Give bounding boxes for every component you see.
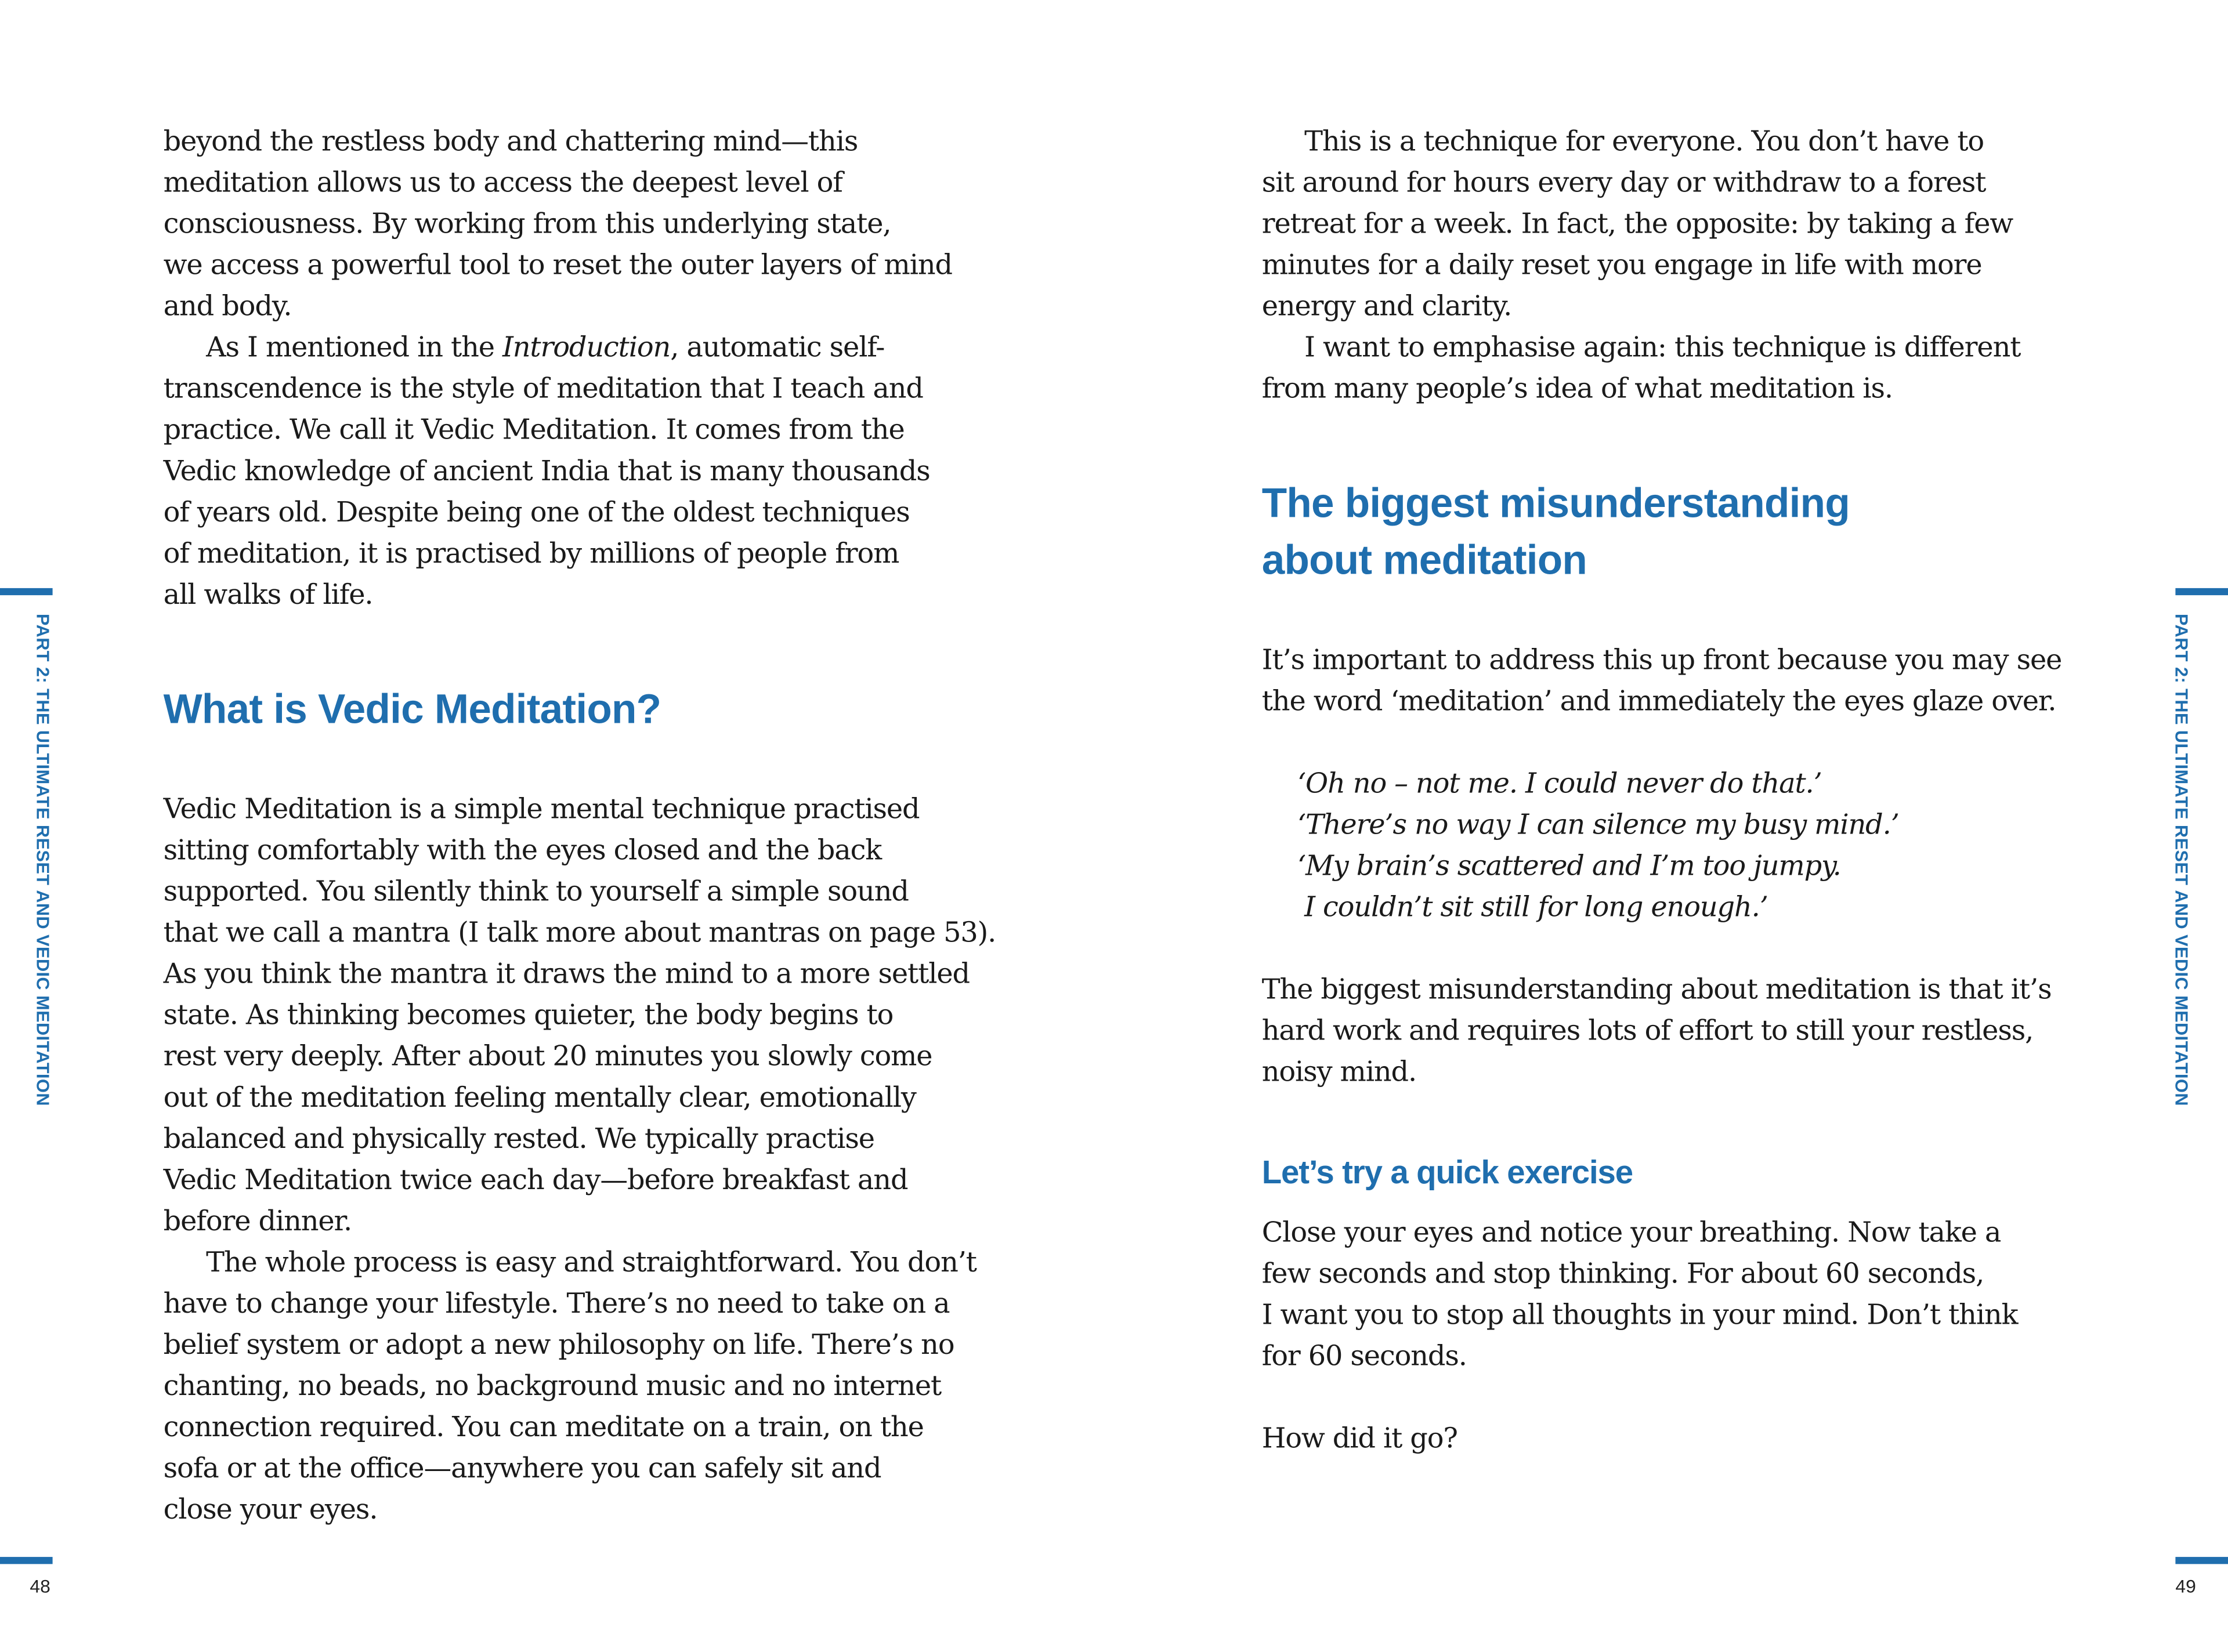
text-line: all walks of life. xyxy=(163,578,373,611)
heading-line: about meditation xyxy=(1261,538,1587,584)
running-head-right: PART 2: THE ULTIMATE RESET AND VEDIC MEDITATION xyxy=(2171,613,2191,1106)
text-line: This is a technique for everyone. You don’t have to xyxy=(1304,125,1984,158)
quote-line: ‘Oh no – not me. I could never do that.’ xyxy=(1297,767,1822,800)
text-line: close your eyes. xyxy=(163,1492,378,1526)
text-line: meditation allows us to access the deepest level of xyxy=(163,166,842,199)
block-quote xyxy=(1262,763,2086,928)
section-heading: What is Vedic Meditation? xyxy=(163,687,661,733)
section-heading xyxy=(1262,476,2086,589)
paragraph xyxy=(1262,121,2086,327)
text-line: beyond the restless body and chattering mind—this xyxy=(163,125,858,158)
text-line: from many people’s idea of what meditation is. xyxy=(1261,372,1893,405)
text-line: supported. You silently think to yourself a simple sound xyxy=(163,875,909,908)
quote-line: ‘My brain’s scattered and I’m too jumpy. xyxy=(1297,849,1841,882)
text-line: have to change your lifestyle. There’s no need to take on a xyxy=(163,1287,950,1320)
text-line: rest very deeply. After about 20 minutes you slowly come xyxy=(163,1039,932,1073)
text-line: energy and clarity. xyxy=(1261,289,1512,323)
right-page-body xyxy=(1262,121,2086,1459)
text-line: chanting, no beads, no background music and no internet xyxy=(163,1369,942,1403)
text-line: I want to emphasise again: this technique is different xyxy=(1304,331,2021,364)
text-line: that we call a mantra (I talk more about mantras on page 53). xyxy=(163,916,996,949)
text-line: state. As thinking becomes quieter, the body begins to xyxy=(163,998,894,1031)
text-line: transcendence is the style of meditation that I teach and xyxy=(163,372,923,405)
text-line: the word ‘meditation’ and immediately the eyes glaze over. xyxy=(1261,684,2056,718)
text-line: sit around for hours every day or withdraw to a forest xyxy=(1261,166,1986,199)
paragraph xyxy=(1262,969,2086,1092)
text-line: Vedic knowledge of ancient India that is many thousands xyxy=(163,454,930,488)
text-line: and body. xyxy=(163,289,292,323)
text-line: sofa or at the office—anywhere you can safely sit and xyxy=(163,1451,881,1485)
page-number-marker-right xyxy=(2175,1557,2228,1564)
paragraph xyxy=(164,327,988,615)
text-line: As you think the mantra it draws the mind to a more settled xyxy=(163,957,970,990)
running-head-left: PART 2: THE ULTIMATE RESET AND VEDIC MEDITATION xyxy=(32,613,53,1106)
left-page-body xyxy=(163,121,996,1530)
paragraph xyxy=(164,121,988,327)
text: As I mentioned in the xyxy=(206,331,502,364)
text-line xyxy=(164,327,988,368)
section-tab-marker-right xyxy=(2175,588,2228,595)
text-line: retreat for a week. In fact, the opposite: by taking a few xyxy=(1261,207,2013,240)
page-number-left: 48 xyxy=(30,1575,50,1597)
paragraph xyxy=(1262,1212,2086,1376)
quote-line: I couldn’t sit still for long enough.’ xyxy=(1304,890,1768,923)
paragraph xyxy=(163,788,996,1241)
text-line: balanced and physically rested. We typically practise xyxy=(163,1122,874,1155)
text-line: sitting comfortably with the eyes closed and the back xyxy=(163,834,882,867)
text-line: It’s important to address this up front because you may see xyxy=(1261,643,2062,676)
paragraph xyxy=(1262,639,2086,722)
paragraph: How did it go? xyxy=(1261,1422,1457,1455)
text-line: practice. We call it Vedic Meditation. It comes from the xyxy=(163,413,905,446)
text-line: noisy mind. xyxy=(1261,1055,1417,1088)
text-line: Vedic Meditation is a simple mental technique practised xyxy=(163,792,920,825)
text-line: consciousness. By working from this underlying state, xyxy=(163,207,891,240)
quote-line: ‘There’s no way I can silence my busy mind.’ xyxy=(1297,808,1899,841)
text-line: out of the meditation feeling mentally clear, emotionally xyxy=(163,1081,916,1114)
text-line: connection required. You can meditate on a train, on the xyxy=(163,1410,924,1444)
text-line: Vedic Meditation twice each day—before breakfast and xyxy=(163,1163,908,1197)
text-line: before dinner. xyxy=(163,1204,352,1238)
text-line: hard work and requires lots of effort to still your restless, xyxy=(1261,1014,2034,1047)
text-line: The biggest misunderstanding about meditation is that it’s xyxy=(1261,973,2052,1006)
subheading: Let’s try a quick exercise xyxy=(1261,1153,1633,1191)
paragraph xyxy=(1262,327,2086,409)
page-number-right: 49 xyxy=(2175,1575,2196,1597)
italic-title: Introduction xyxy=(502,331,671,364)
section-tab-marker-left xyxy=(0,588,53,595)
text-line: minutes for a daily reset you engage in life with more xyxy=(1261,248,1982,281)
text-line: Close your eyes and notice your breathing. Now take a xyxy=(1261,1216,2001,1249)
page-number-marker-left xyxy=(0,1557,53,1564)
text-line: for 60 seconds. xyxy=(1261,1339,1467,1372)
heading-line: The biggest misunderstanding xyxy=(1261,481,1850,527)
paragraph xyxy=(164,1241,988,1530)
text-line: of years old. Despite being one of the oldest techniques xyxy=(163,495,910,529)
text-line: few seconds and stop thinking. For about 60 seconds, xyxy=(1261,1257,1984,1290)
text-line: we access a powerful tool to reset the outer layers of mind xyxy=(163,248,953,281)
text-line: I want you to stop all thoughts in your mind. Don’t think xyxy=(1261,1298,2018,1331)
text-line: belief system or adopt a new philosophy on life. There’s no xyxy=(163,1328,954,1361)
text-line: of meditation, it is practised by millions of people from xyxy=(163,537,899,570)
text-line: The whole process is easy and straightforward. You don’t xyxy=(206,1245,976,1279)
text: , automatic self- xyxy=(670,331,885,364)
